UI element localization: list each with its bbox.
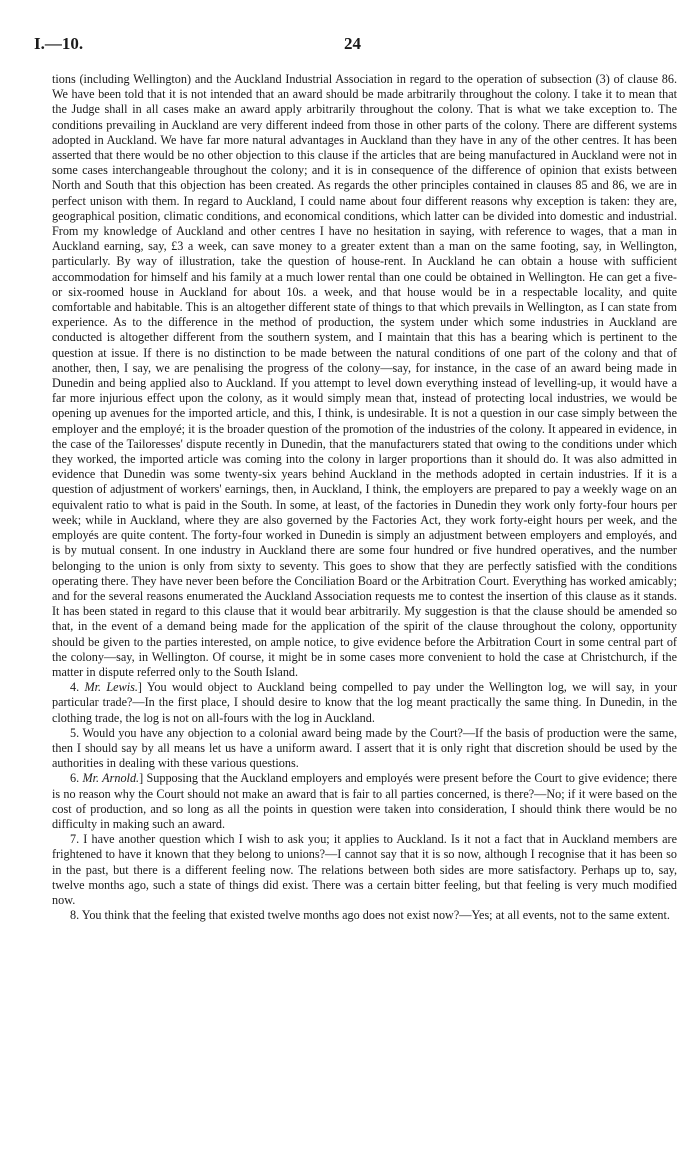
speaker-name: Mr. Lewis. [84,680,138,695]
paragraph-question-8: 8. You think that the feeling that existed twelve months ago does not exist now?—Yes; at all events, not to the same extent. [70,908,670,923]
paragraph-question-6: 6. Mr. Arnold.] Supposing that the Auckland employers and employés were present before the Court to give evidence; there is no reason why the Court should not make an award that is fair to all parties concerned, is there?—No; if it were based on the cost of production, and so long as all the points in question were taken into consideration, I should think there would be no difficulty in making such an award. [52,771,678,831]
document-body [52,72,677,923]
page-number: 24 [344,34,361,53]
paragraph-question-7: 7. I have another question which I wish to ask you; it applies to Auckland. Is it not a fact that in Auckland members are frightened to have it known that they belong to unions?—I cannot say that it is so now, although I recognise that it has been so in the past, but there is a different feeling now. The relations between both sides are more satisfactory. Perhaps up to, say, twelve months ago, such a state of things did exist. There was a certain bitter feeling, but that feeling is very much modified now. [52,832,677,907]
paragraph-question-4: 4. Mr. Lewis.] You would object to Auckland being compelled to pay under the Wellington log, we will say, in your particular trade?—In the first place, I should desire to know that the log meant practically the same thing. In Dunedin, in the clothing trade, the log is not on all-fours with the log in Auckland. [52,680,678,725]
paragraph-testimony: tions (including Wellington) and the Auckland Industrial Association in regard to the operation of subsection (3) of clause 86. We have been told that it is not intended that an award should be made arbitrarily throughout the colony. I take it to mean that the Judge shall in all cases make an award apply arbitrarily throughout the colony. That is what we take exception to. The conditions prevailing in Auckland are very different indeed from those in other parts of the colony. There are different systems adopted in Auckland. We have far more natural advantages in Auckland than they have in any of the other centres. It has been asserted that there would be no other objection to this clause if the articles that are being manufactured in Auckland were not in some cases interchangeable throughout the colony; and it is in consequence of the difference of opinion that exists between North and South that this objection has been created. As regards the other principles contained in clauses 85 and 86, we are in perfect unison with them. In regard to Auckland, I could name about four different reasons why exception is taken: they are, geographical position, climatic conditions, and economical conditions, which latter can be divided into domestic and industrial. From my knowledge of Auckland and other centres I have no hesitation in saying, with reference to wages, that a man in Auckland earning, say, £3 a week, can save money to a greater extent than a man on the same footing, say, in Wellington, particularly. By way of illustration, take the question of house-rent. In Auckland he can obtain a house with sufficient accommodation for himself and his family at a much lower rental than one could be obtained in Wellington. He can get a five- or six-roomed house in Auckland for about 10s. a week, and that house would be in a respectable locality, and quite comfortable and habitable. This is an altogether different state of things to that which prevails in Wellington, as I can state from experience. As to the difference in the method of production, the system under which some industries in Auckland are conducted is altogether different from the southern system, and I maintain that this has a bearing which is pertinent to the question at issue. If there is no distinction to be made between the natural conditions of one part of the colony and that of another, then, I say, we are penalising the progress of the colony—say, for instance, in the case of an award being made in Dunedin and being applied also to Auckland. If you attempt to level down everything instead of levelling-up, it would have a far more injurious effect upon the colony, as it would simply mean that, instead of protecting local industries, we would be opening up avenues for the imported article, and this, I think, is undesirable. It is not a question in our case simply between the employer and the employé; it is the broader question of the promotion of the industries of the colony. It appeared in evidence, in the case of the Tailoresses' dispute recently in Dunedin, that the manufacturers stated that owing to the conditions under which they worked, the imported article was coming into the colony in larger proportions than it should do. It was also admitted in evidence that Dunedin was some twenty-six years behind Auckland in the methods adopted in certain industries. If it is a question of adjustment of workers' earnings, then, in Auckland, I think, the employers are prepared to pay a weekly wage on an equivalent ratio to what is paid in the South. In some, at least, of the factories in Dunedin they work only forty-four hours per week; while in Auckland, where they are also governed by the Factories Act, they work forty-eight hours per week, and the employés are quite content. The forty-four worked in Dunedin is simply an adjustment between employers and employés, and is by mutual consent. In one industry in Auckland there are some four hundred or five hundred operatives, and the number belonging to the union is only from sixty to seventy. This goes to show that they are perfectly satisfied with the conditions operating there. They have never been before the Conciliation Board or the Arbitration Court. Everything has worked amicably; and for the several reasons enumerated the Auckland Association requests me to contest the insertion of this clause as it stands. It has been stated in regard to this clause that it would bear arbitrarily. My suggestion is that the clause should be amended so that, in the event of a demand being made for the application of the spirit of the clause throughout the colony, opportunity should be given to the parties interested, on ample notice, to give evidence before the Arbitration Court in some central part of the colony—say, in Wellington. Of course, it might be in some cases more convenient to hold the case at Christchurch, if the matter in dispute referred only to the South Island. [52,72,677,679]
document-reference: I.—10. [34,34,84,53]
speaker-name: Mr. Arnold. [82,771,140,786]
paragraph-question-5: 5. Would you have any objection to a colonial award being made by the Court?—If the basis of production were the same, then I should say by all means let us have a uniform award. I assert that it is only right that discretion should be used by the authorities in dealing with these various questions. [52,725,677,771]
page-header [34,34,677,60]
